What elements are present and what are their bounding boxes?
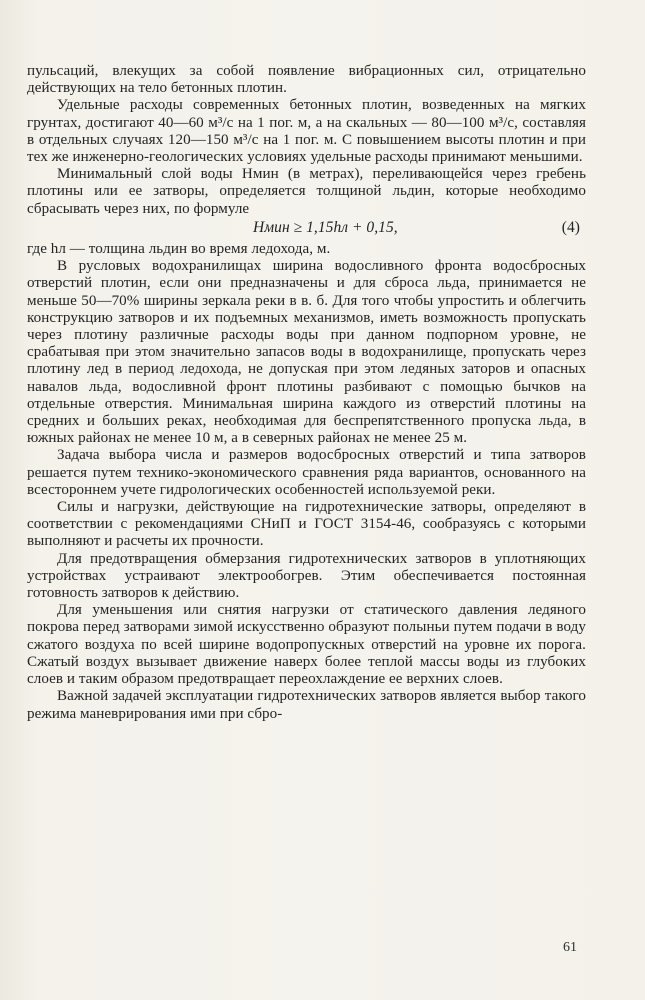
paragraph-spillway-front: В русловых водохранилищах ширина водосливного фронта водосбросных отверстий плотин, если они предназначены и для сброса льда, принимается не меньше 50—70% ширины зеркала реки в в. б. Для того чтобы упростить и облегчить конструкцию затворов и их подъемных механизмов, иметь возможность пропускать через плотину различные расходы воды при данном подпорном уровне, не срабатывая при этом значительно запасов воды в водохранилище, пропускать через плотину лед в период ледохода, не допуская при этом ледяных заторов и опасных навалов льда, водосливной фронт плотины разбивают с помощью бычков на отдельные отверстия. Минимальная ширина каждого из отверстий плотины на средних и больших реках, необходимая для беспрепятственного пропуска льда, в южных районах не менее 10 м, а в северных районах не менее 25 м. bbox=[27, 258, 586, 447]
page-number: 61 bbox=[563, 940, 577, 955]
paragraph-continuation: пульсаций, влекущих за собой появление вибрационных сил, отрицательно действующих на тело бетонных плотин. bbox=[27, 63, 586, 97]
paragraph-gate-selection: Задача выбора числа и размеров водосбросных отверстий и типа затворов решается путем технико-экономического сравнения ряда вариантов, основанного на всестороннем учете гидрологических особенностей используемой реки. bbox=[27, 447, 586, 498]
formula-row bbox=[27, 219, 586, 236]
paragraph-ice-pressure: Для уменьшения или снятия нагрузки от статического давления ледяного покрова перед затворами зимой искусственно образуют полыньи путем подачи в воду сжатого воздуха по всей ширине водопропускных отверстий на уровне их порога. Сжатый воздух вызывает движение наверх более теплой массы воды из глубоких слоев и таким образом предотвращает переохлаждение ее верхних слоев. bbox=[27, 602, 586, 688]
paragraph-formula-legend: где hл — толщина льдин во время ледохода, м. bbox=[27, 241, 331, 258]
paragraph-specific-discharge: Удельные расходы современных бетонных плотин, возведенных на мягких грунтах, достигают 40—60 м³/с на 1 пог. м, а на скальных — 80—100 м³/с, составляя в отдельных случаях 120—150 м³/с на 1 пог. м. С повышением высоты плотин и при тех же инженерно-геологических условиях удельные расходы принимают меньшими. bbox=[27, 97, 586, 166]
paragraph-loads: Силы и нагрузки, действующие на гидротехнические затворы, определяют в соответствии с рекомендациями СНиП и ГОСТ 3154-46, сообразуясь с которыми выполняют и расчеты их прочности. bbox=[27, 499, 586, 550]
paragraph-minimum-water-layer: Минимальный слой воды Hмин (в метрах), переливающейся через гребень плотины или ее затворы, определяется толщиной льдин, которые необходимо сбрасывать через них, по формуле bbox=[27, 166, 586, 217]
body-text bbox=[27, 63, 586, 723]
formula-number: (4) bbox=[561, 218, 580, 236]
paragraph-operation: Важной задачей эксплуатации гидротехнических затворов является выбор такого режима маневрирования ими при сбро- bbox=[27, 688, 586, 722]
paragraph-heating: Для предотвращения обмерзания гидротехнических затворов в уплотняющих устройствах устраивают электрообогрев. Этим обеспечивается постоянная готовность затворов к действию. bbox=[27, 550, 586, 602]
formula: Hмин ≥ 1,15hл + 0,15, bbox=[253, 218, 398, 236]
